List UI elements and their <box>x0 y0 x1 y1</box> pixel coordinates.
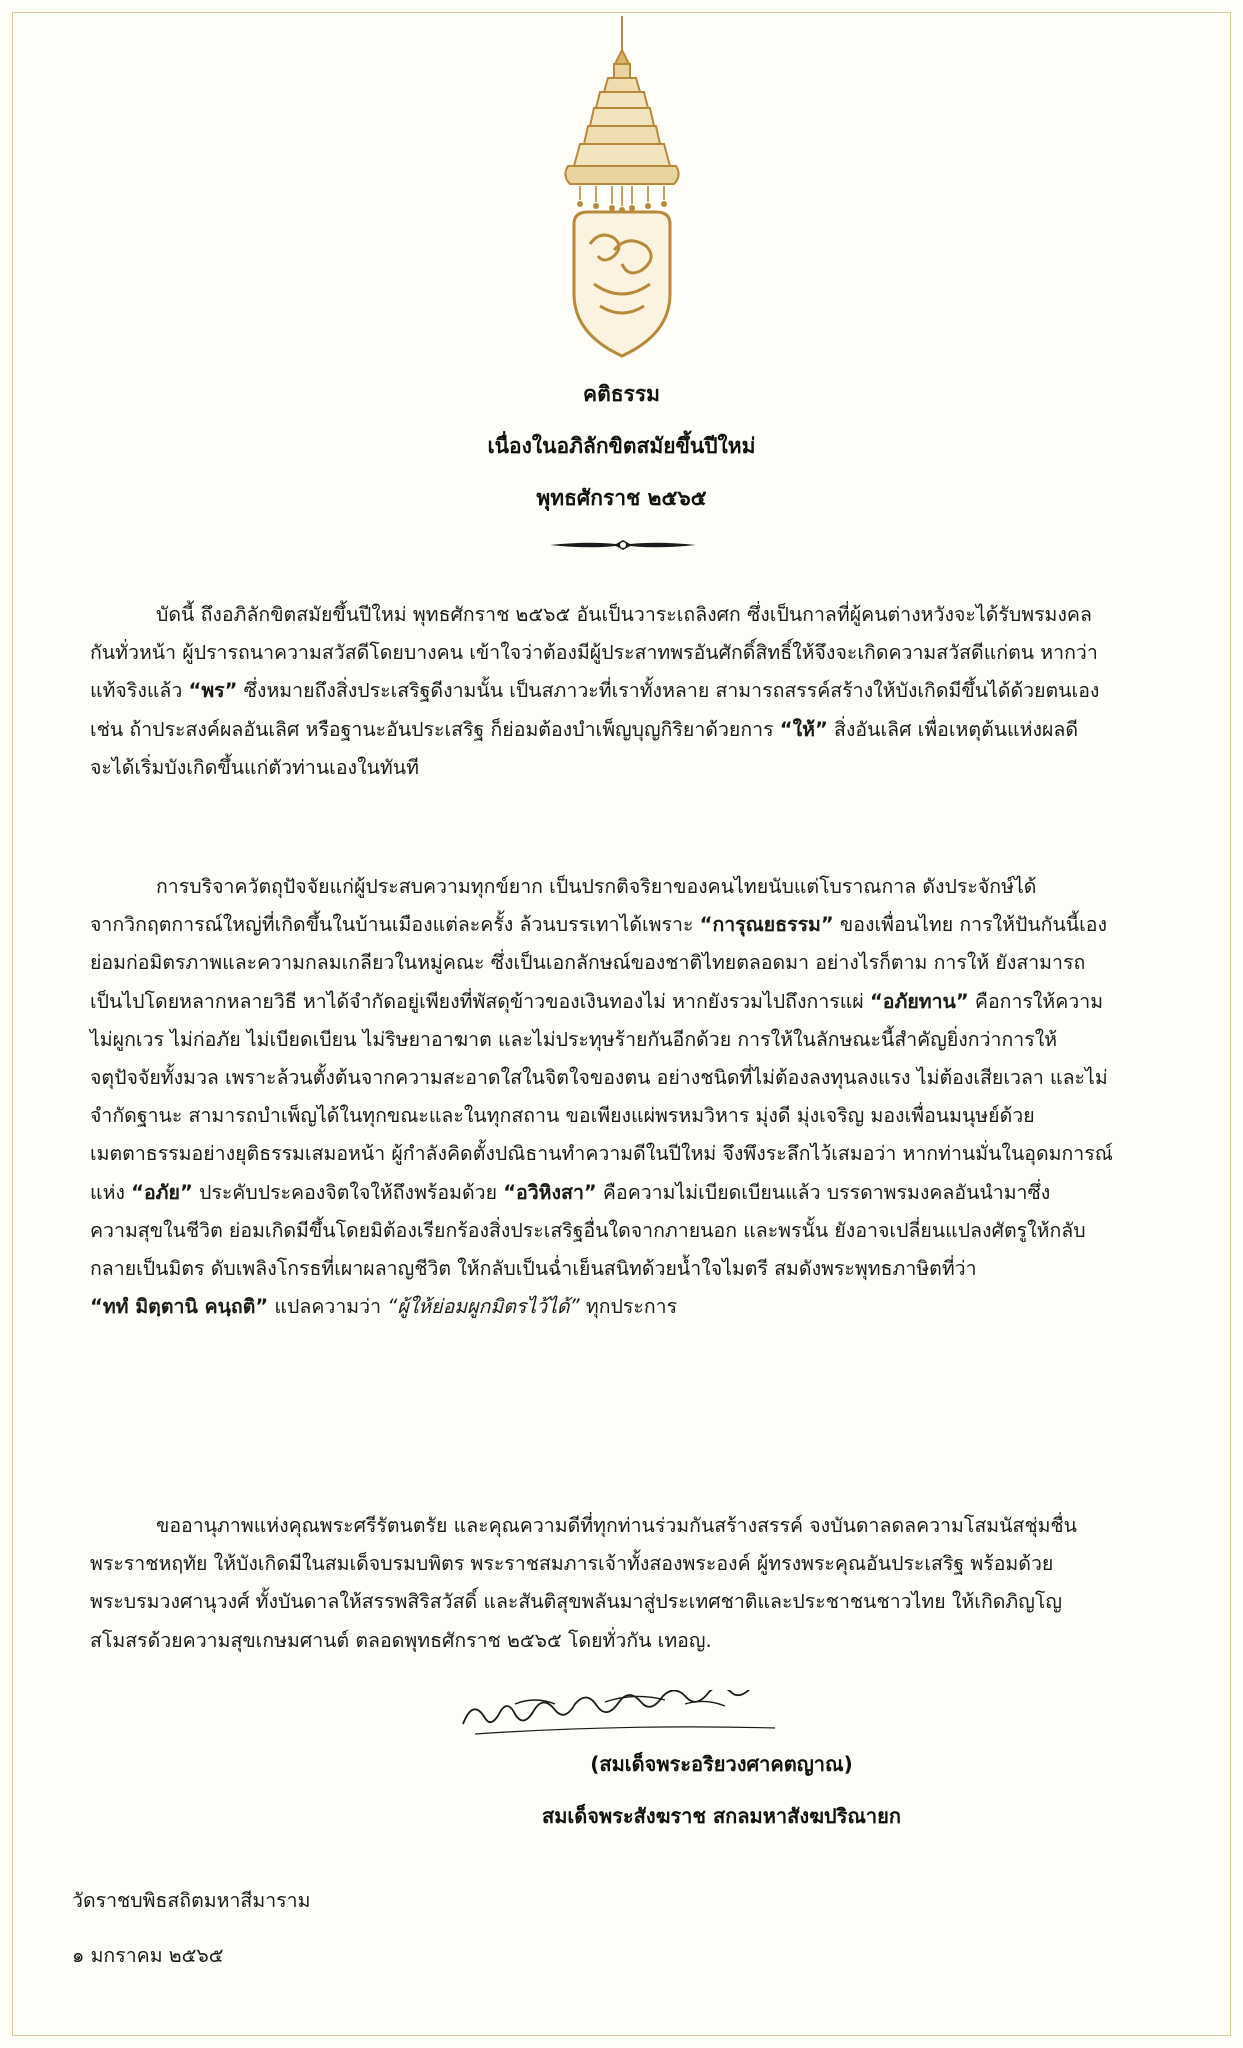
p3-line: พระราชหฤทัย ให้บังเกิดมีในสมเด็จบรมบพิตร พระราชสมภารเจ้าทั้งสองพระองค์ ผู้ทรงพระคุณอันประเสริฐ พร้อมด้วย <box>90 1552 1054 1576</box>
p3-line: สโมสรด้วยความสุขเกษมศานต์ ตลอดพุทธศักราช ๒๕๖๕ โดยทั่วกัน เทอญ. <box>90 1628 712 1652</box>
p2-line: จำกัดฐานะ สามารถบำเพ็ญได้ในทุกขณะและในทุกสถาน ขอเพียงแผ่พรหมวิหาร มุ่งดี มุ่งเจริญ มองเพื่อนมนุษย์ด้วย <box>90 1104 1035 1128</box>
p2-line: ความสุขในชีวิต ย่อมเกิดมีขึ้นโดยมิต้องเรียกร้องสิ่งประเสริฐอื่นใดจากภายนอก และพรนั้น ยังอาจเปลี่ยนแปลงศัตรูให้กลับ <box>90 1218 1086 1242</box>
signatory-name: (สมเด็จพระอริยวงศาคตญาณ) <box>590 1752 853 1776</box>
p2-line: เมตตาธรรมอย่างยุติธรรมเสมอหน้า ผู้กำลังคิดตั้งปณิธานทำความดีในปีใหม่ จึงพึงระลึกไว้เสมอว่า หากท่านมั่นในอุดมการณ์ <box>90 1142 1113 1166</box>
heading-year: พุทธศักราช ๒๕๖๕ <box>536 486 707 510</box>
p1-line: บัดนี้ ถึงอภิลักขิตสมัยขึ้นปีใหม่ พุทธศักราช ๒๕๖๕ อันเป็นวาระเถลิงศก ซึ่งเป็นกาลที่ผู้คนต่างหวังจะได้รับพรมงคล <box>156 603 1092 626</box>
p1-line: แท้จริงแล้ว “พร” ซึ่งหมายถึงสิ่งประเสริฐดีงามนั้น เป็นสภาวะที่เราทั้งหลาย สามารถสรรค์สร้างให้บังเกิดมีขึ้นได้ด้วยตนเอง <box>90 679 1100 703</box>
handwritten-signature <box>455 1690 785 1740</box>
keyword-aphai: “อภัย” <box>131 1180 193 1204</box>
p1-line: เช่น ถ้าประสงค์ผลอันเลิศ หรือฐานะอันประเสริฐ ก็ย่อมต้องบำเพ็ญบุญกิริยาด้วยการ “ให้” สิ่งอันเลิศ เพื่อเหตุต้นแห่งผลดี <box>90 717 1079 741</box>
royal-emblem-icon <box>560 14 684 374</box>
p2-line: “ททํ มิตฺตานิ คนฺถติ” แปลความว่า “ผู้ให้ย่อมผูกมิตรไว้ได้” ทุกประการ <box>90 1295 678 1319</box>
heading-title: คติธรรม <box>583 382 660 406</box>
p2-line: ไม่ผูกเวร ไม่ก่อภัย ไม่เบียดเบียน ไม่ริษยาอาฆาต และไม่ประทุษร้ายกันอีกด้วย การให้ในลักษณะนี้สำคัญยิ่งกว่าการให้ <box>90 1027 1058 1051</box>
signatory-title: สมเด็จพระสังฆราช สกลมหาสังฆปริณายก <box>542 1804 901 1828</box>
p2-line: จากวิกฤตการณ์ใหญ่ที่เกิดขึ้นในบ้านเมืองแต่ละครั้ง ล้วนบรรเทาได้เพราะ “การุณยธรรม” ของเพื่อนไทย การให้ปันกันนี้เอง <box>90 913 1108 937</box>
paragraph-2 <box>90 868 1170 1326</box>
pali-quote: “ททํ มิตฺตานิ คนฺถติ” <box>90 1295 269 1319</box>
ornament-divider-icon <box>548 538 698 552</box>
p1-line: กันทั่วหน้า ผู้ปรารถนาความสวัสดีโดยบางคน เข้าใจว่าต้องมีผู้ประสาทพรอันศักดิ์สิทธิ์ให้จึงจะเกิดความสวัสดีแก่ตน หากว่า <box>90 641 1098 665</box>
p2-line: เป็นไปโดยหลากหลายวิธี หาได้จำกัดอยู่เพียงที่พัสดุข้าวของเงินทองไม่ หากยังรวมไปถึงการแผ่ “อภัยทาน” คือการให้ความ <box>90 989 1104 1013</box>
p3-line: ขออานุภาพแห่งคุณพระศรีรัตนตรัย และคุณความดีที่ทุกท่านร่วมกันสร้างสรรค์ จงบันดาลดลความโสมนัสชุ่มชื่น <box>156 1514 1077 1537</box>
issue-date: ๑ มกราคม ๒๕๖๕ <box>72 1944 224 1967</box>
p2-line: แห่ง “อภัย” ประคับประคองจิตใจให้ถึงพร้อมด้วย “อวิหิงสา” คือความไม่เบียดเบียนแล้ว บรรดาพรมงคลอันนำมาซึ่ง <box>90 1180 1051 1204</box>
p2-line: กลายเป็นมิตร ดับเพลิงโกรธที่เผาผลาญชีวิต ให้กลับเป็นฉ่ำเย็นสนิทด้วยน้ำใจไมตรี สมดังพระพุทธภาษิตที่ว่า <box>90 1256 977 1280</box>
keyword-hai: “ให้” <box>779 717 828 741</box>
issuing-place: วัดราชบพิธสถิตมหาสีมาราม <box>72 1889 311 1912</box>
paragraph-3 <box>90 1507 1170 1660</box>
keyword-karunyatham: “การุณยธรรม” <box>699 913 834 937</box>
paragraph-1 <box>90 596 1170 787</box>
keyword-phon: “พร” <box>188 679 238 703</box>
p2-line: จตุปัจจัยทั้งมวล เพราะล้วนตั้งต้นจากความสะอาดใสในจิตใจของตน อย่างชนิดที่ไม่ต้องลงทุนลงแรง ไม่ต้องเสียเวลา และไม่ <box>90 1065 1108 1089</box>
translation-quote: “ผู้ให้ย่อมผูกมิตรไว้ได้” <box>387 1295 580 1319</box>
keyword-aphaiyathan: “อภัยทาน” <box>869 989 969 1013</box>
keyword-avihingsa: “อวิหิงสา” <box>503 1180 597 1204</box>
p2-line: ย่อมก่อมิตรภาพและความกลมเกลียวในหมู่คณะ ซึ่งเป็นเอกลักษณ์ของชาติไทยตลอดมา อย่างไรก็ตาม การให้ ยังสามารถ <box>90 951 1086 975</box>
p1-line: จะได้เริ่มบังเกิดขึ้นแก่ตัวท่านเองในทันที <box>90 755 419 779</box>
p3-line: พระบรมวงศานุวงศ์ ทั้งบันดาลให้สรรพสิริสวัสดิ์ และสันติสุขพลันมาสู่ประเทศชาติและประชาชนชาวไทย ให้เกิดภิญโญ <box>90 1590 1062 1614</box>
heading-occasion: เนื่องในอภิลักขิตสมัยขึ้นปีใหม่ <box>487 434 756 458</box>
p2-line: การบริจาควัตถุปัจจัยแก่ผู้ประสบความทุกข์ยาก เป็นปรกติจริยาของคนไทยนับแต่โบราณกาล ดังประจักษ์ได้ <box>156 875 1037 898</box>
